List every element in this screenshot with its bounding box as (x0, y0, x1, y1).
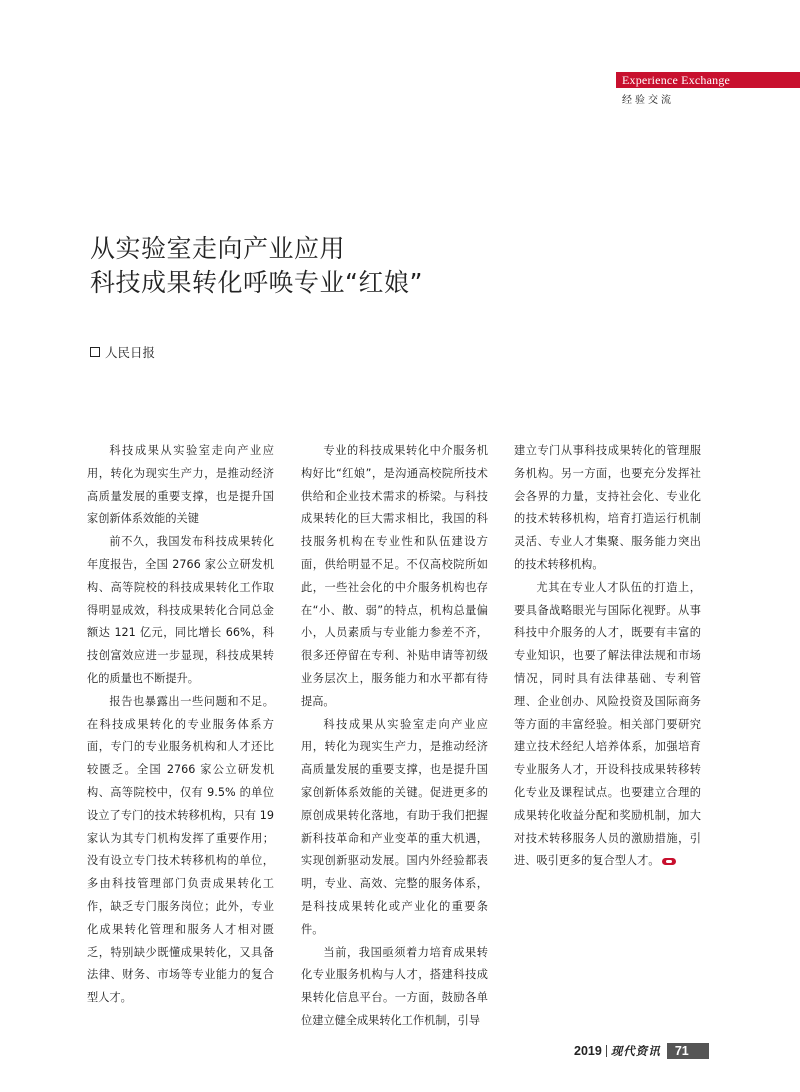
body-column-3 (514, 440, 701, 873)
footer-divider (606, 1045, 607, 1057)
paragraph-text: 尤其在专业人才队伍的打造上，要具备战略眼光与国际化视野。从事科技中介服务的人才，既要有丰富的专业知识，也要了解法律法规和市场情况，同时具有法律基础、专利管理、企业创办、风险投资及国际商务等方面的丰富经验。相关部门要研究建立技术经纪人培养体系，加强培育专业服务人才，开设科技成果转移转化专业及课程试点。也要建立合理的成果转化收益分配和奖励机制，加大对技术转移服务人员的激励措施，引进、吸引更多的复合型人才。 (514, 580, 701, 868)
paragraph: 专业的科技成果转化中介服务机构好比“红娘”，是沟通高校院所技术供给和企业技术需求的桥梁。与科技成果转化的巨大需求相比，我国的科技服务机构在专业性和队伍建设方面，供给明显不足。不仅高校院所如此，一些社会化的中介服务机构也存在“小、散、弱”的特点，机构总量偏小，人员素质与专业能力参差不齐，很多还停留在专利、补贴申请等初级业务层次上，服务能力和水平都有待提高。 (301, 444, 488, 708)
footer-magazine: 现代资讯 (610, 1044, 661, 1058)
article-title (90, 232, 423, 300)
page-footer (574, 1041, 709, 1061)
paragraph: 报告也暴露出一些问题和不足。在科技成果转化的专业服务体系方面，专门的专业服务机构和人才还比较匮乏。全国 2766 家公立研发机构、高等院校中，仅有 9.5% 的单位设立了专门的技术转移机构，只有 19 家认为其专门机构发挥了重要作用；没有设立专门技术转移机构的单位，多由科技管理部门负责成果转化工作，缺乏专门服务岗位；此外，专业化成果转化管理和服务人才相对匮乏，特别缺少既懂成果转化，又具备法律、财务、市场等专业能力的复合型人才。 (87, 694, 274, 1005)
end-mark-icon (662, 858, 676, 865)
body-column-1 (87, 440, 274, 1010)
paragraph: 当前，我国亟须着力培育成果转化专业服务机构与人才，搭建科技成果转化信息平台。一方面，鼓励各单位建立健全成果转化工作机制，引导 (301, 945, 488, 1027)
section-tag (616, 72, 800, 106)
paragraph: 建立专门从事科技成果转化的管理服务机构。另一方面，也要充分发挥社会各界的力量，支持社会化、专业化的技术转移机构，培育打造运行机制灵活、专业人才集聚、服务能力突出的技术转移机构。 (514, 444, 701, 571)
article-source (90, 343, 155, 361)
paragraph (514, 577, 701, 873)
square-icon (90, 347, 100, 357)
title-line-2: 科技成果转化呼唤专业“红娘” (90, 268, 423, 297)
section-title-en: Experience Exchange (616, 72, 800, 88)
paragraph: 科技成果从实验室走向产业应用，转化为现实生产力，是推动经济高质量发展的重要支撑，也是提升国家创新体系效能的关键 (87, 444, 274, 526)
source-name: 人民日报 (105, 345, 156, 360)
body-column-2 (301, 440, 488, 1033)
paragraph: 前不久，我国发布科技成果转化年度报告，全国 2766 家公立研发机构、高等院校的科技成果转化工作取得明显成效，科技成果转化合同总金额达 121 亿元，同比增长 66%，科技创富效应进一步显现，科技成果转化的质量也不断提升。 (87, 535, 274, 685)
section-title-cn: 经验交流 (622, 95, 674, 106)
page-number: 71 (667, 1043, 709, 1059)
footer-year: 2019 (574, 1044, 602, 1058)
title-line-1: 从实验室走向产业应用 (90, 234, 346, 263)
paragraph: 科技成果从实验室走向产业应用，转化为现实生产力，是推动经济高质量发展的重要支撑，也是提升国家创新体系效能的关键。促进更多的原创成果转化落地，有助于我们把握新科技革命和产业变革的重大机遇，实现创新驱动发展。国内外经验都表明，专业、高效、完整的服务体系，是科技成果转化或产业化的重要条件。 (301, 717, 488, 936)
